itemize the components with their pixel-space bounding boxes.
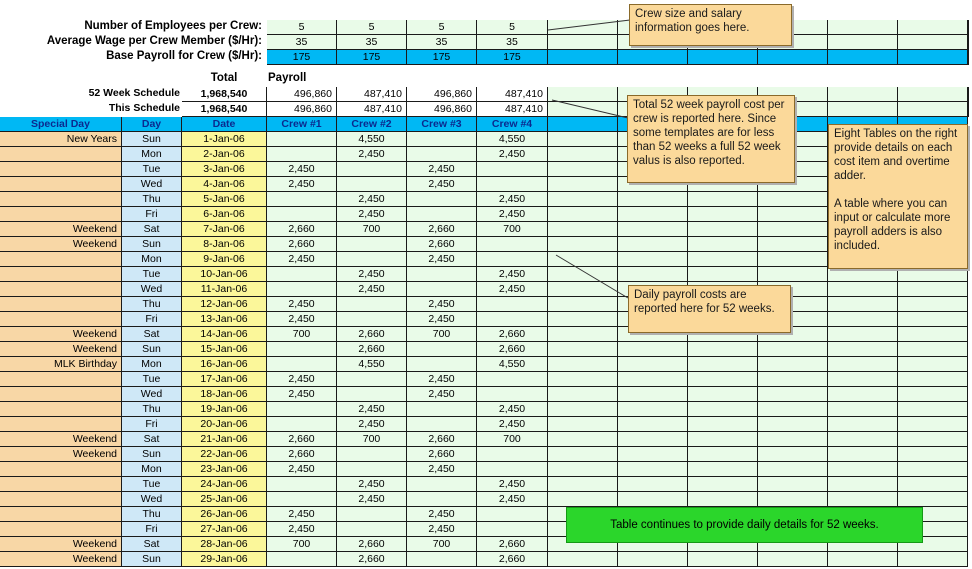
- crew-cost-cell[interactable]: 2,450: [337, 207, 407, 222]
- crew-cost-cell[interactable]: 2,450: [477, 147, 548, 162]
- special-day-cell[interactable]: Weekend: [0, 327, 122, 342]
- date-header[interactable]: Date: [182, 117, 267, 132]
- week52-crew-cell[interactable]: 487,410: [337, 87, 407, 102]
- date-cell[interactable]: 27-Jan-06: [182, 522, 267, 537]
- day-cell[interactable]: Thu: [122, 297, 182, 312]
- date-cell[interactable]: 5-Jan-06: [182, 192, 267, 207]
- day-cell[interactable]: Sun: [122, 552, 182, 567]
- special-day-header[interactable]: Special Day: [0, 117, 122, 132]
- crew-cost-cell[interactable]: 700: [267, 327, 337, 342]
- special-day-cell[interactable]: New Years: [0, 132, 122, 147]
- crew-cost-cell[interactable]: 2,450: [407, 372, 477, 387]
- crew-cost-cell[interactable]: 700: [337, 222, 407, 237]
- crew-cost-cell[interactable]: 2,450: [407, 507, 477, 522]
- crew-cost-cell[interactable]: 2,450: [337, 417, 407, 432]
- this-schedule-label: This Schedule: [108, 102, 180, 114]
- date-cell[interactable]: 17-Jan-06: [182, 372, 267, 387]
- crew-cost-cell[interactable]: 2,660: [267, 237, 337, 252]
- special-day-cell[interactable]: Weekend: [0, 432, 122, 447]
- day-cell[interactable]: Tue: [122, 477, 182, 492]
- date-cell[interactable]: 2-Jan-06: [182, 147, 267, 162]
- date-cell[interactable]: 1-Jan-06: [182, 132, 267, 147]
- date-cell[interactable]: 12-Jan-06: [182, 297, 267, 312]
- crew-cost-cell[interactable]: 2,450: [267, 252, 337, 267]
- day-cell[interactable]: Fri: [122, 522, 182, 537]
- crew-cost-cell[interactable]: 2,450: [267, 312, 337, 327]
- day-cell[interactable]: Tue: [122, 267, 182, 282]
- this-schedule-crew-cell[interactable]: 496,860: [267, 102, 337, 117]
- eight-tables-note: [828, 124, 968, 269]
- date-cell[interactable]: 9-Jan-06: [182, 252, 267, 267]
- crew-cost-cell[interactable]: 2,450: [477, 477, 548, 492]
- crew-cost-cell[interactable]: 2,450: [267, 462, 337, 477]
- special-day-cell[interactable]: Weekend: [0, 342, 122, 357]
- day-cell[interactable]: Sat: [122, 327, 182, 342]
- day-cell[interactable]: Tue: [122, 372, 182, 387]
- day-cell[interactable]: Wed: [122, 387, 182, 402]
- crew-cost-cell[interactable]: 2,450: [267, 162, 337, 177]
- base-payroll-cell[interactable]: 175: [407, 50, 477, 65]
- employees-per-crew-label: Number of Employees per Crew:: [84, 20, 262, 32]
- week52-label: 52 Week Schedule: [88, 87, 180, 99]
- date-cell[interactable]: 13-Jan-06: [182, 312, 267, 327]
- crew-cost-cell[interactable]: 2,450: [477, 267, 548, 282]
- crew-cost-cell[interactable]: 2,450: [337, 282, 407, 297]
- wage-cell[interactable]: 35: [267, 35, 337, 50]
- date-cell[interactable]: 8-Jan-06: [182, 237, 267, 252]
- date-cell[interactable]: 3-Jan-06: [182, 162, 267, 177]
- day-cell[interactable]: Sat: [122, 537, 182, 552]
- crew2-header[interactable]: Crew #2: [337, 117, 407, 132]
- crew-cost-cell[interactable]: 2,660: [477, 537, 548, 552]
- date-cell[interactable]: 21-Jan-06: [182, 432, 267, 447]
- total-header: Total: [210, 72, 238, 84]
- crew-cost-cell[interactable]: 2,450: [267, 372, 337, 387]
- crew-cost-cell[interactable]: 2,450: [267, 507, 337, 522]
- crew-cost-cell[interactable]: 2,660: [337, 327, 407, 342]
- wage-cell[interactable]: 35: [337, 35, 407, 50]
- day-cell[interactable]: Sun: [122, 237, 182, 252]
- crew-cost-cell[interactable]: 2,450: [337, 147, 407, 162]
- crew-cost-cell[interactable]: 2,660: [477, 327, 548, 342]
- day-cell[interactable]: Sun: [122, 342, 182, 357]
- crew-cost-cell[interactable]: 2,450: [477, 282, 548, 297]
- base-payroll-label: Base Payroll for Crew ($/Hr):: [106, 50, 262, 62]
- crew-cost-cell[interactable]: 2,660: [337, 342, 407, 357]
- crew-cost-cell[interactable]: 2,450: [407, 312, 477, 327]
- crew-cost-cell[interactable]: 700: [267, 537, 337, 552]
- date-cell[interactable]: 23-Jan-06: [182, 462, 267, 477]
- day-cell[interactable]: Wed: [122, 282, 182, 297]
- crew-cost-cell[interactable]: 700: [337, 432, 407, 447]
- day-cell[interactable]: Mon: [122, 462, 182, 477]
- crew-cost-cell[interactable]: 2,660: [407, 222, 477, 237]
- this-schedule-crew-cell[interactable]: 487,410: [337, 102, 407, 117]
- day-cell[interactable]: Tue: [122, 162, 182, 177]
- special-day-cell[interactable]: Weekend: [0, 447, 122, 462]
- this-schedule-total-cell[interactable]: 1,968,540: [182, 102, 267, 117]
- crew-cost-cell[interactable]: 2,660: [267, 447, 337, 462]
- crew-cost-cell[interactable]: 2,660: [407, 432, 477, 447]
- date-cell[interactable]: 24-Jan-06: [182, 477, 267, 492]
- date-cell[interactable]: 14-Jan-06: [182, 327, 267, 342]
- crew-cost-cell[interactable]: 2,660: [267, 222, 337, 237]
- day-cell[interactable]: Fri: [122, 417, 182, 432]
- date-cell[interactable]: 19-Jan-06: [182, 402, 267, 417]
- crew-cost-cell[interactable]: 2,450: [477, 402, 548, 417]
- eight-tables-text-1: Eight Tables on the right provide details on each cost item and overtime adder.: [834, 128, 958, 182]
- crew-cost-cell[interactable]: 2,660: [337, 552, 407, 567]
- special-day-cell[interactable]: Weekend: [0, 537, 122, 552]
- day-cell[interactable]: Wed: [122, 177, 182, 192]
- crew-cost-cell[interactable]: 2,450: [477, 207, 548, 222]
- date-cell[interactable]: 6-Jan-06: [182, 207, 267, 222]
- crew4-header[interactable]: Crew #4: [477, 117, 548, 132]
- day-cell[interactable]: Sun: [122, 447, 182, 462]
- day-cell[interactable]: Fri: [122, 207, 182, 222]
- wage-cell[interactable]: 35: [477, 35, 548, 50]
- crew-cost-cell[interactable]: 700: [477, 432, 548, 447]
- day-cell[interactable]: Fri: [122, 312, 182, 327]
- payroll-header: Payroll: [268, 72, 307, 84]
- week52-crew-cell[interactable]: 487,410: [477, 87, 548, 102]
- this-schedule-crew-cell[interactable]: 487,410: [477, 102, 548, 117]
- crew-cost-cell[interactable]: 2,450: [477, 492, 548, 507]
- crew-size-note: Crew size and salary information goes here.: [629, 4, 792, 46]
- crew-size-cell[interactable]: 5: [407, 20, 477, 35]
- day-cell[interactable]: Mon: [122, 357, 182, 372]
- table-continues-banner: Table continues to provide daily details for 52 weeks.: [566, 507, 923, 543]
- date-cell[interactable]: 29-Jan-06: [182, 552, 267, 567]
- crew-cost-cell[interactable]: 2,450: [337, 477, 407, 492]
- crew-cost-cell[interactable]: 700: [407, 537, 477, 552]
- crew-cost-cell[interactable]: 2,450: [267, 387, 337, 402]
- crew-cost-cell[interactable]: 700: [407, 327, 477, 342]
- crew-cost-cell[interactable]: 2,450: [477, 192, 548, 207]
- crew-cost-cell[interactable]: 2,450: [407, 462, 477, 477]
- crew-cost-cell[interactable]: 2,450: [267, 177, 337, 192]
- eight-tables-text-2: A table where you can input or calculate more payroll adders is also included.: [834, 198, 951, 252]
- crew-cost-cell[interactable]: 2,450: [267, 522, 337, 537]
- special-day-cell[interactable]: Weekend: [0, 222, 122, 237]
- date-cell[interactable]: 28-Jan-06: [182, 537, 267, 552]
- special-day-cell[interactable]: MLK Birthday: [0, 357, 122, 372]
- crew-size-cell[interactable]: 5: [477, 20, 548, 35]
- daily-payroll-note: Daily payroll costs are reported here for 52 weeks.: [628, 285, 791, 333]
- crew-cost-cell[interactable]: 2,450: [407, 252, 477, 267]
- crew-cost-cell[interactable]: 2,660: [477, 342, 548, 357]
- crew-cost-cell[interactable]: 2,450: [407, 297, 477, 312]
- date-cell[interactable]: 7-Jan-06: [182, 222, 267, 237]
- crew-size-cell[interactable]: 5: [337, 20, 407, 35]
- crew-cost-cell[interactable]: 2,450: [337, 402, 407, 417]
- crew1-header[interactable]: Crew #1: [267, 117, 337, 132]
- date-cell[interactable]: 25-Jan-06: [182, 492, 267, 507]
- week52-total-cell[interactable]: 1,968,540: [182, 87, 267, 102]
- date-cell[interactable]: 16-Jan-06: [182, 357, 267, 372]
- day-header[interactable]: Day: [122, 117, 182, 132]
- day-cell[interactable]: Thu: [122, 507, 182, 522]
- crew-size-cell[interactable]: 5: [267, 20, 337, 35]
- date-cell[interactable]: 11-Jan-06: [182, 282, 267, 297]
- crew-cost-cell[interactable]: 2,660: [477, 552, 548, 567]
- date-cell[interactable]: 4-Jan-06: [182, 177, 267, 192]
- date-cell[interactable]: 10-Jan-06: [182, 267, 267, 282]
- crew-cost-cell[interactable]: 2,450: [337, 492, 407, 507]
- crew-cost-cell[interactable]: 2,450: [407, 387, 477, 402]
- crew3-header[interactable]: Crew #3: [407, 117, 477, 132]
- special-day-cell[interactable]: Weekend: [0, 237, 122, 252]
- crew-cost-cell[interactable]: 4,550: [477, 357, 548, 372]
- date-cell[interactable]: 15-Jan-06: [182, 342, 267, 357]
- crew-cost-cell[interactable]: 2,450: [337, 267, 407, 282]
- wage-cell[interactable]: 35: [407, 35, 477, 50]
- crew-cost-cell[interactable]: 2,450: [407, 522, 477, 537]
- crew-cost-cell[interactable]: 2,450: [267, 297, 337, 312]
- day-cell[interactable]: Thu: [122, 192, 182, 207]
- crew-cost-cell[interactable]: 4,550: [477, 132, 548, 147]
- base-payroll-cell[interactable]: 175: [477, 50, 548, 65]
- day-cell[interactable]: Thu: [122, 402, 182, 417]
- day-cell[interactable]: Sun: [122, 132, 182, 147]
- special-day-cell[interactable]: Weekend: [0, 552, 122, 567]
- crew-cost-cell[interactable]: 2,450: [477, 417, 548, 432]
- crew-cost-cell[interactable]: 2,660: [407, 447, 477, 462]
- crew-cost-cell[interactable]: 4,550: [337, 357, 407, 372]
- day-cell[interactable]: Mon: [122, 252, 182, 267]
- base-payroll-cell[interactable]: 175: [337, 50, 407, 65]
- crew-cost-cell[interactable]: 2,660: [407, 237, 477, 252]
- crew-cost-cell[interactable]: 700: [477, 222, 548, 237]
- day-cell[interactable]: Sat: [122, 432, 182, 447]
- date-cell[interactable]: 26-Jan-06: [182, 507, 267, 522]
- day-cell[interactable]: Wed: [122, 492, 182, 507]
- this-schedule-crew-cell[interactable]: 496,860: [407, 102, 477, 117]
- week52-crew-cell[interactable]: 496,860: [267, 87, 337, 102]
- base-payroll-cell[interactable]: 175: [267, 50, 337, 65]
- day-cell[interactable]: Sat: [122, 222, 182, 237]
- date-cell[interactable]: 22-Jan-06: [182, 447, 267, 462]
- crew-cost-cell[interactable]: 2,660: [337, 537, 407, 552]
- crew-cost-cell[interactable]: 4,550: [337, 132, 407, 147]
- crew-cost-cell[interactable]: 2,450: [337, 192, 407, 207]
- average-wage-label: Average Wage per Crew Member ($/Hr):: [46, 35, 262, 47]
- day-cell[interactable]: Mon: [122, 147, 182, 162]
- week52-crew-cell[interactable]: 496,860: [407, 87, 477, 102]
- crew-cost-cell[interactable]: 2,450: [407, 162, 477, 177]
- total-52-week-note: Total 52 week payroll cost per crew is reported here. Since some templates are for less than 52 weeks a full 52 week valus is also reported.: [627, 95, 795, 183]
- crew-cost-cell[interactable]: 2,450: [407, 177, 477, 192]
- crew-cost-cell[interactable]: 2,660: [267, 432, 337, 447]
- date-cell[interactable]: 20-Jan-06: [182, 417, 267, 432]
- date-cell[interactable]: 18-Jan-06: [182, 387, 267, 402]
